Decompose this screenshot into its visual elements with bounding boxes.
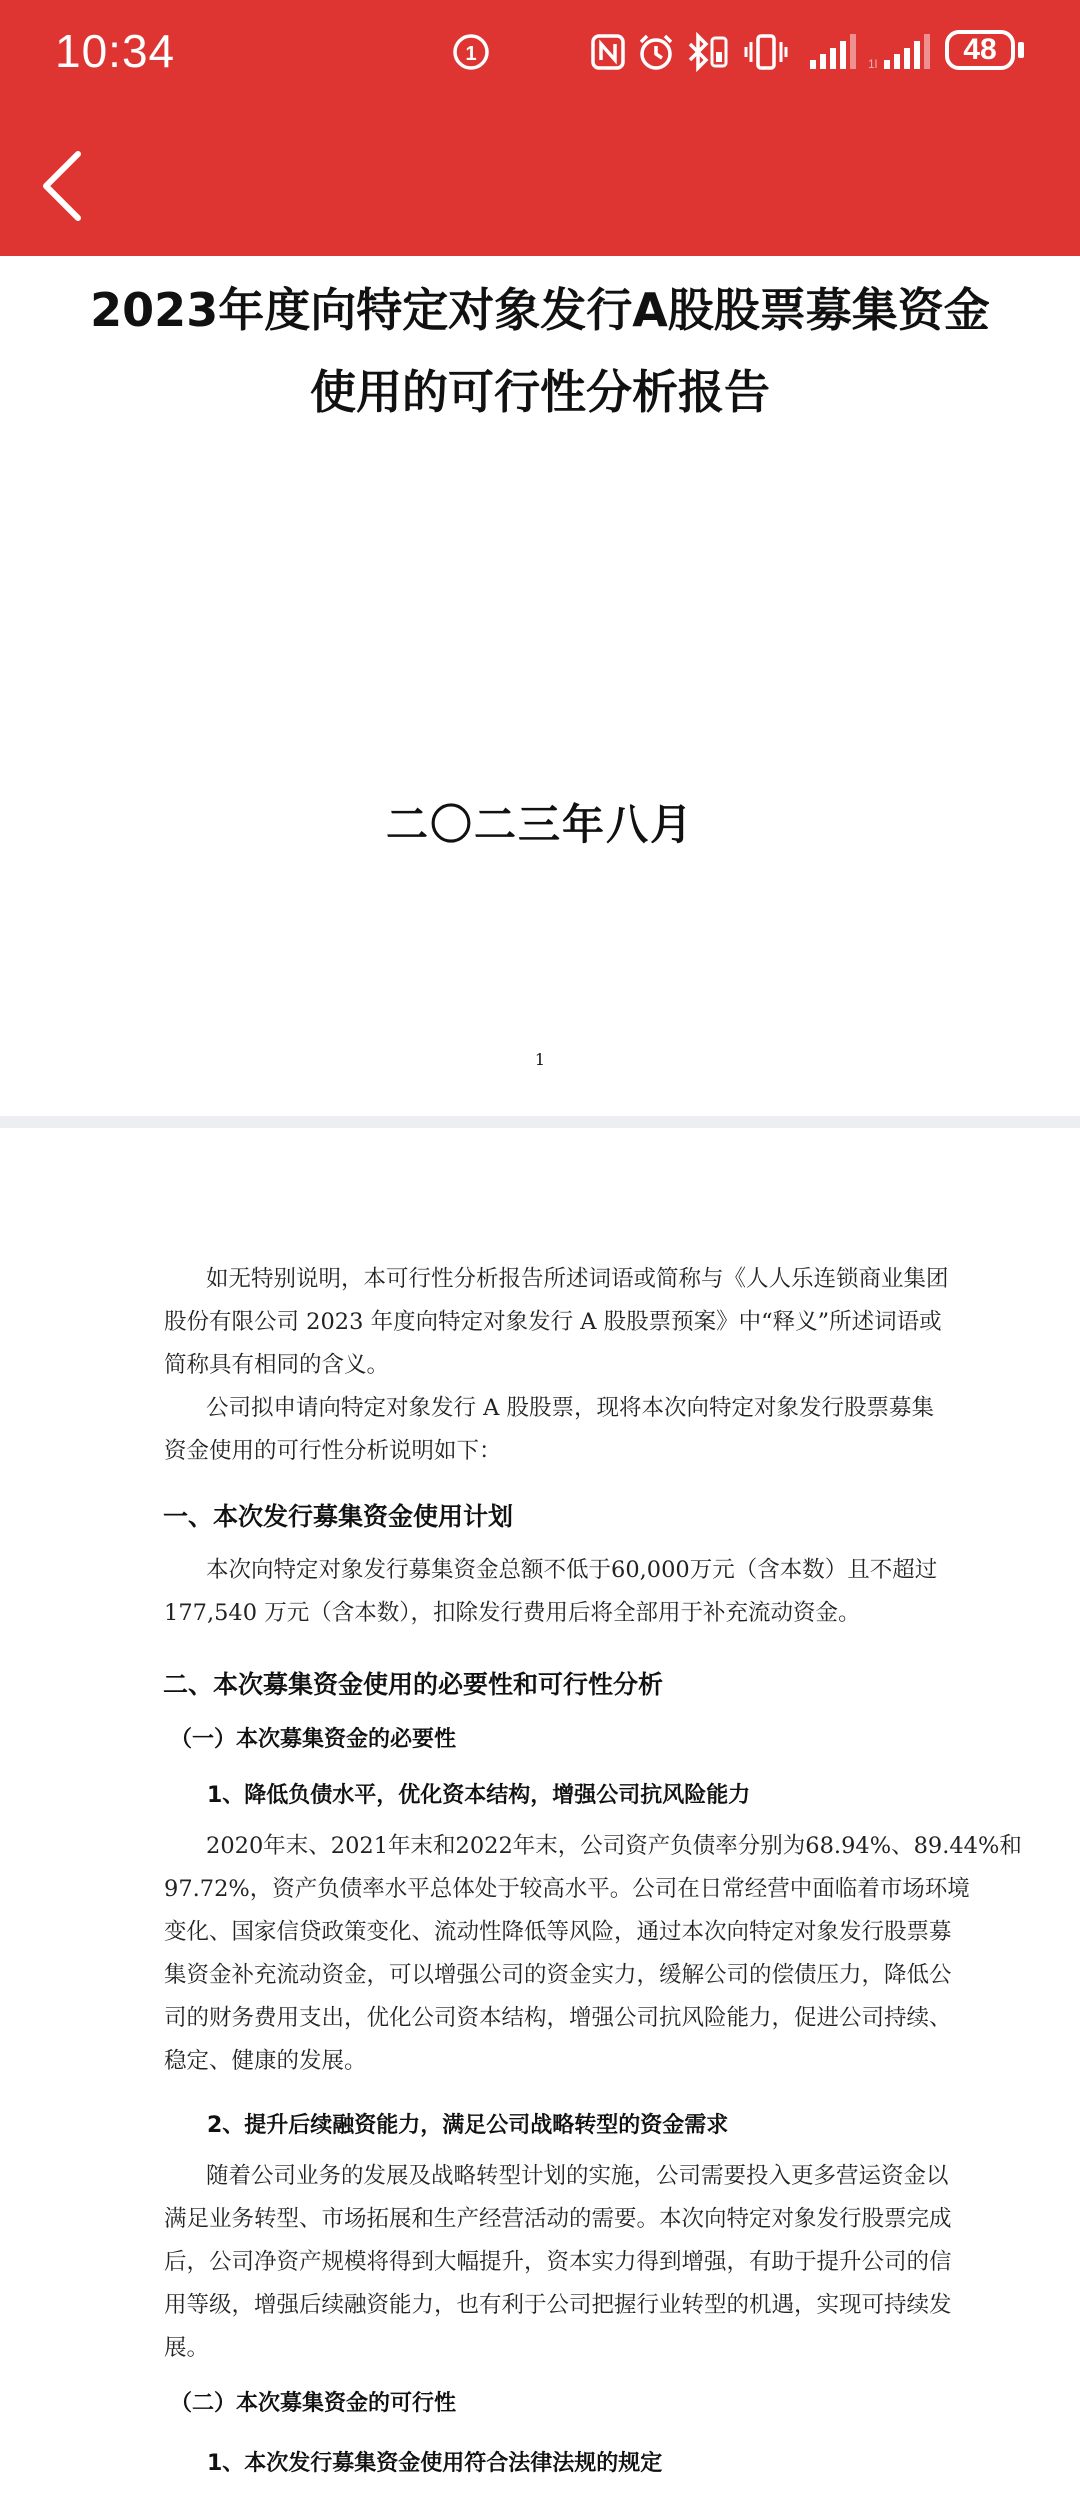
section-heading-2: 二、本次募集资金使用的必要性和可行性分析 [163,1670,664,1699]
text-line: 司的财务费用支出，优化公司资本结构，增强公司抗风险能力，促进公司持续、 [164,2005,952,2031]
text-line: 177,540 万元（含本数），扣除发行费用后将全部用于补充流动资金。 [164,1600,861,1626]
section1-paragraph [164,1549,938,1635]
text-line: 后，公司净资产规模将得到大幅提升，资本实力得到增强，有助于提升公司的信 [164,2249,952,2275]
text-line: 如无特别说明，本可行性分析报告所述词语或简称与《人人乐连锁商业集团 [206,1266,949,1292]
text-line: 满足业务转型、市场拓展和生产经营活动的需要。本次向特定对象发行股票完成 [164,2206,952,2232]
intro2-paragraph [164,1387,935,1473]
page-number: 1 [534,1050,546,1069]
item-heading-3: 1、本次发行募集资金使用符合法律法规的规定 [207,2451,663,2476]
back-button[interactable] [38,148,98,224]
item2-paragraph [164,2155,952,2370]
doc-date: 二〇二三年八月 [385,800,694,849]
subsection-heading-2: （二）本次募集资金的可行性 [170,2391,457,2416]
subsection-heading-1: （一）本次募集资金的必要性 [170,1727,457,1752]
document-page-2 [0,1128,1080,2504]
text-line: 展。 [164,2335,210,2361]
text-line: 公司拟申请向特定对象发行 A 股股票，现将本次向特定对象发行股票募集 [206,1395,935,1421]
svg-text:1: 1 [465,43,477,65]
text-line: 集资金补充流动资金，可以增强公司的资金实力，缓解公司的偿债压力，降低公 [164,1962,952,1988]
text-line: 资金使用的可行性分析说明如下： [164,1438,502,1464]
battery-indicator: 48 [945,30,1015,70]
text-line: 稳定、健康的发展。 [164,2048,367,2074]
document-page-1 [0,256,1080,1116]
status-time: 10:34 [55,25,176,77]
nfc-icon [590,32,626,72]
vibrate-icon [744,32,788,72]
bluetooth-icon [684,32,732,72]
page-separator [0,1116,1080,1128]
app-header [0,0,1080,256]
signal-icon [808,32,858,72]
text-line: 随着公司业务的发展及战略转型计划的实施，公司需要投入更多营运资金以 [206,2163,949,2189]
item-heading-1: 1、降低负债水平，优化资本结构，增强公司抗风险能力 [207,1783,751,1808]
notification-badge-icon [450,32,492,72]
text-line: 变化、国家信贷政策变化、流动性降低等风险，通过本次向特定对象发行股票募 [164,1919,952,1945]
battery-tip [1018,42,1024,58]
alarm-icon [636,32,676,72]
doc-title-line-1: 2023年度向特定对象发行A股股票募集资金 [90,283,990,337]
text-line: 股份有限公司 2023 年度向特定对象发行 A 股股票预案》中“释义”所述词语或 [164,1309,942,1335]
item-heading-2: 2、提升后续融资能力，满足公司战略转型的资金需求 [207,2113,729,2138]
text-line: 97.72%，资产负债率水平总体处于较高水平。公司在日常经营中面临着市场环境 [164,1876,970,1902]
item1-paragraph [164,1825,1022,2083]
section-heading-1: 一、本次发行募集资金使用计划 [163,1502,514,1531]
doc-title-line-2: 使用的可行性分析报告 [310,365,770,419]
intro-paragraph [164,1258,949,1387]
svg-text:1l: 1l [868,57,878,71]
text-line: 本次向特定对象发行募集资金总额不低于60,000万元（含本数）且不超过 [206,1557,938,1583]
status-bar [0,0,1080,110]
text-line: 简称具有相同的含义。 [164,1352,390,1378]
text-line: 2020年末、2021年末和2022年末，公司资产负债率分别为68.94%、89.44%和 [206,1833,1022,1859]
text-line: 用等级，增强后续融资能力，也有利于公司把握行业转型的机遇，实现可持续发 [164,2292,952,2318]
signal-2-icon [868,32,932,72]
